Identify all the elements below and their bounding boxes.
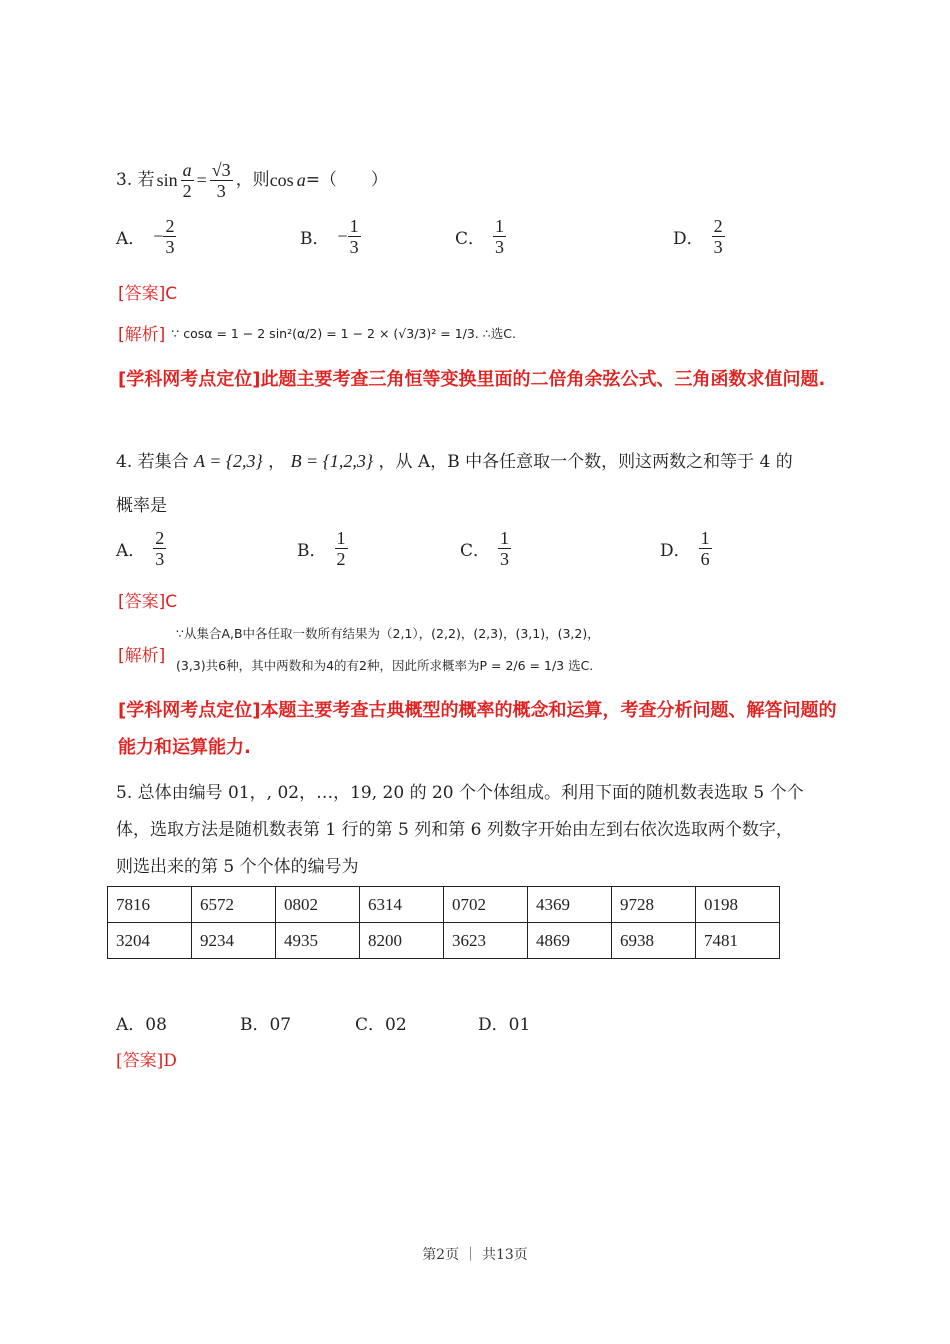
table-row — [108, 923, 780, 959]
table-cell: 6938 — [612, 923, 696, 959]
q4-analysis-line2: (3,3)共6种，其中两数和为4的有2种，因此所求概率为P = 2/6 = 1/3 选C. — [176, 658, 594, 673]
q3-answer: [答案]C — [118, 284, 178, 304]
table-cell: 0198 — [696, 887, 780, 923]
q3-stem — [116, 158, 388, 202]
q4-option-d: D． $\frac{1}{6}$ — [660, 528, 710, 569]
q3-option-b: B． − $\frac{1}{3}$ — [300, 216, 359, 257]
q4-option-b: B． $\frac{1}{2}$ — [297, 528, 346, 569]
random-number-table — [107, 886, 780, 959]
q5-option-a: A．08 — [116, 1015, 167, 1035]
q3-option-c: C． $\frac{1}{3}$ — [455, 216, 505, 257]
q3-analysis — [118, 320, 516, 345]
q4-stem-line2: 概率是 — [116, 496, 167, 516]
q4-setB: B = {1,2,3} — [290, 451, 374, 471]
table-cell: 9234 — [192, 923, 276, 959]
table-cell: 4369 — [528, 887, 612, 923]
q3-analysis-label: [解析] — [118, 325, 166, 345]
q4-analysis-line1: ∵从集合A,B中各任取一数所有结果为（2,1），(2,2)，(2,3)，(3,1)，(3,2)， — [176, 626, 600, 641]
table-cell: 0702 — [444, 887, 528, 923]
q3-eq: = — [196, 170, 207, 190]
table-cell: 6314 — [360, 887, 444, 923]
q4-setA: A = {2,3} — [194, 451, 263, 471]
q4-point: [学科网考点定位]本题主要考查古典概型的概率的概念和运算，考查分析问题、解答问题的能力和运算能力. — [118, 700, 837, 758]
q4-answer: [答案]C — [118, 592, 178, 612]
q5-stem-line3: 则选出来的第 5 个个体的编号为 — [116, 857, 359, 877]
q5-stem-line2: 体，选取方法是随机数表第 1 行的第 5 列和第 6 列数字开始由左到右依次选取两个数字， — [116, 820, 793, 840]
q3-prefix: 3. 若 — [116, 170, 155, 190]
table-row — [108, 887, 780, 923]
q3-frac-sqrt3-3: $\frac{√3}{3}$ — [211, 159, 231, 201]
q3-analysis-text: ∵ cosα = 1 − 2 sin²(α/2) = 1 − 2 × (√3/3)² = 1/3. ∴选C. — [171, 325, 516, 341]
table-cell: 8200 — [360, 923, 444, 959]
table-cell: 4935 — [276, 923, 360, 959]
q4-option-c: C． $\frac{1}{3}$ — [460, 528, 510, 569]
table-cell: 3204 — [108, 923, 192, 959]
table-cell: 9728 — [612, 887, 696, 923]
q5-answer: [答案]D — [116, 1051, 177, 1071]
page-footer: 第2页 ｜ 共13页 — [422, 1247, 528, 1263]
table-cell: 7481 — [696, 923, 780, 959]
q3-var: a — [296, 170, 306, 190]
q3-point: [学科网考点定位]此题主要考查三角恒等变换里面的二倍角余弦公式、三角函数求值问题. — [118, 369, 826, 390]
q5-option-b: B．07 — [240, 1015, 292, 1035]
q3-sin: sin — [156, 170, 178, 190]
q4-analysis-label: [解析] — [118, 646, 166, 666]
q5-option-c: C．02 — [355, 1015, 407, 1035]
table-cell: 6572 — [192, 887, 276, 923]
q3-frac-a-2: $\frac{a}{2}$ — [182, 159, 192, 201]
q3-option-d: D． $\frac{2}{3}$ — [673, 216, 723, 257]
table-cell: 0802 — [276, 887, 360, 923]
q3-suffix: =（ ） — [305, 170, 388, 190]
q4-stem-line1: 4. 若集合 A = {2,3} ， B = {1,2,3} ，从 A，B 中各任意取一个数，则这两数之和等于 4 的 — [116, 451, 793, 472]
q3-mid: ，则 — [235, 170, 270, 190]
q5-option-d: D．01 — [478, 1015, 531, 1035]
q5-stem-line1: 5. 总体由编号 01，, 02，…，19, 20 的 20 个个体组成。利用下面的随机数表选取 5 个个 — [116, 783, 804, 803]
q4-option-a: A． $\frac{2}{3}$ — [116, 528, 165, 569]
table-cell: 7816 — [108, 887, 192, 923]
q3-cos: cos — [269, 170, 294, 190]
q3-option-a: A． − $\frac{2}{3}$ — [116, 216, 175, 257]
table-cell: 4869 — [528, 923, 612, 959]
table-cell: 3623 — [444, 923, 528, 959]
